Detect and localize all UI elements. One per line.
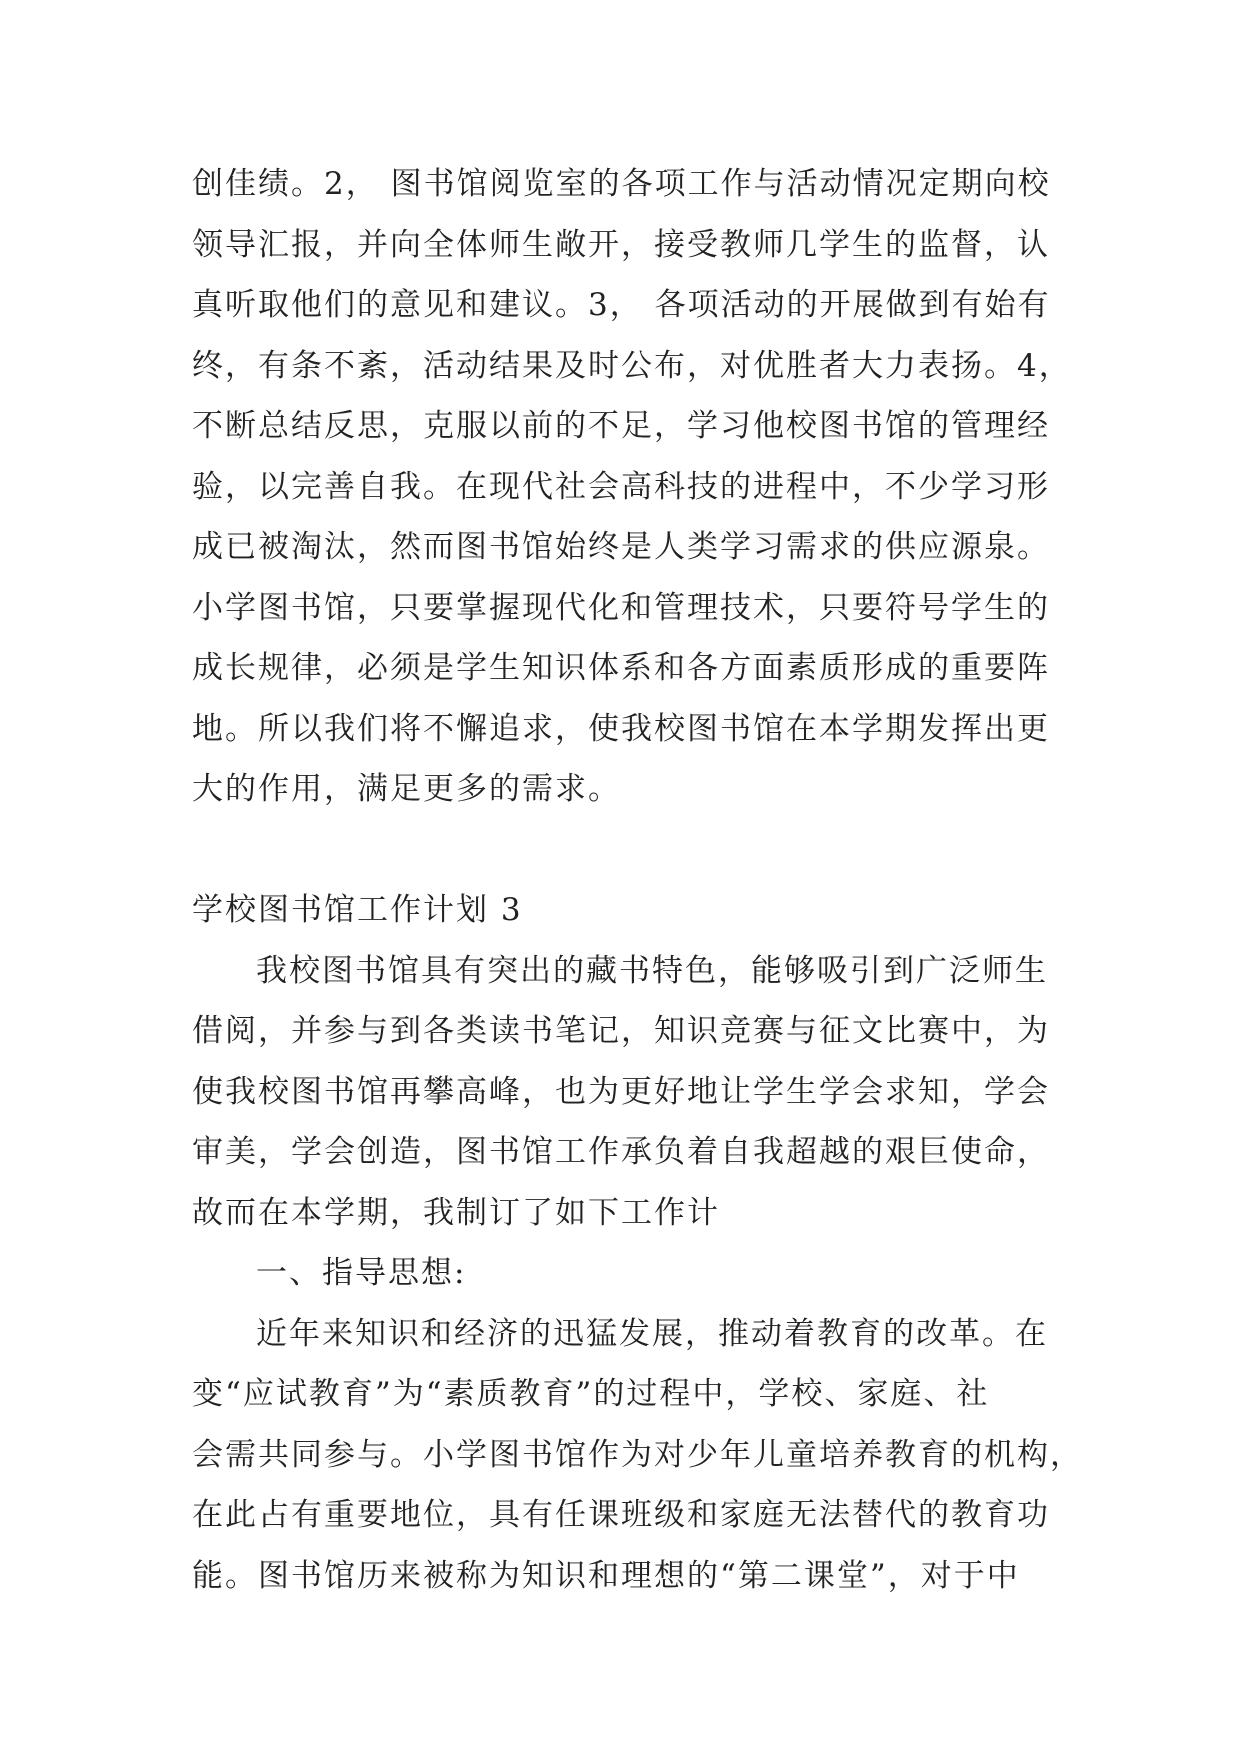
paragraph-line: 小学图书馆，只要掌握现代化和管理技术，只要符号学生的 bbox=[192, 590, 1050, 626]
paragraph-line: 大的作用，满足更多的需求。 bbox=[192, 771, 621, 807]
paragraph-line: 真听取他们的意见和建议。3， 各项活动的开展做到有始有 bbox=[192, 287, 1051, 323]
paragraph-line: 在此占有重要地位，具有任课班级和家庭无法替代的教育功 bbox=[192, 1497, 1050, 1533]
paragraph-line: 地。所以我们将不懈追求，使我校图书馆在本学期发挥出更 bbox=[192, 711, 1050, 747]
section-title: 学校图书馆工作计划 3 bbox=[192, 892, 523, 928]
paragraph-line: 使我校图书馆再攀高峰，也为更好地让学生学会求知，学会 bbox=[192, 1074, 1050, 1110]
paragraph-line: 成已被淘汰，然而图书馆始终是人类学习需求的供应源泉。 bbox=[192, 529, 1050, 565]
paragraph-line: 能。图书馆历来被称为知识和理想的“第二课堂”，对于中 bbox=[192, 1558, 1020, 1594]
paragraph-line: 借阅，并参与到各类读书笔记，知识竞赛与征文比赛中，为 bbox=[192, 1013, 1050, 1049]
paragraph-line: 故而在本学期，我制订了如下工作计 bbox=[192, 1195, 720, 1231]
paragraph-line: 会需共同参与。小学图书馆作为对少年儿童培养教育的机构， bbox=[192, 1437, 1083, 1473]
paragraph-line: 审美，学会创造，图书馆工作承负着自我超越的艰巨使命， bbox=[192, 1134, 1050, 1170]
paragraph-line: 领导汇报，并向全体师生敞开，接受教师几学生的监督，认 bbox=[192, 227, 1050, 263]
paragraph-line: 不断总结反思，克服以前的不足，学习他校图书馆的管理经 bbox=[192, 408, 1050, 444]
paragraph-line: 成长规律，必须是学生知识体系和各方面素质形成的重要阵 bbox=[192, 650, 1050, 686]
paragraph-line: 创佳绩。2， 图书馆阅览室的各项工作与活动情况定期向校 bbox=[192, 166, 1051, 202]
paragraph-line: 变“应试教育”为“素质教育”的过程中，学校、家庭、社 bbox=[192, 1376, 990, 1412]
section-heading: 一、指导思想: bbox=[256, 1255, 467, 1291]
paragraph-line: 近年来知识和经济的迅猛发展，推动着教育的改革。在 bbox=[256, 1316, 1048, 1352]
paragraph-line: 终，有条不紊，活动结果及时公布，对优胜者大力表扬。4， bbox=[192, 348, 1072, 384]
paragraph-line: 我校图书馆具有突出的藏书特色，能够吸引到广泛师生 bbox=[256, 953, 1048, 989]
paragraph-line: 验，以完善自我。在现代社会高科技的进程中，不少学习形 bbox=[192, 469, 1050, 505]
